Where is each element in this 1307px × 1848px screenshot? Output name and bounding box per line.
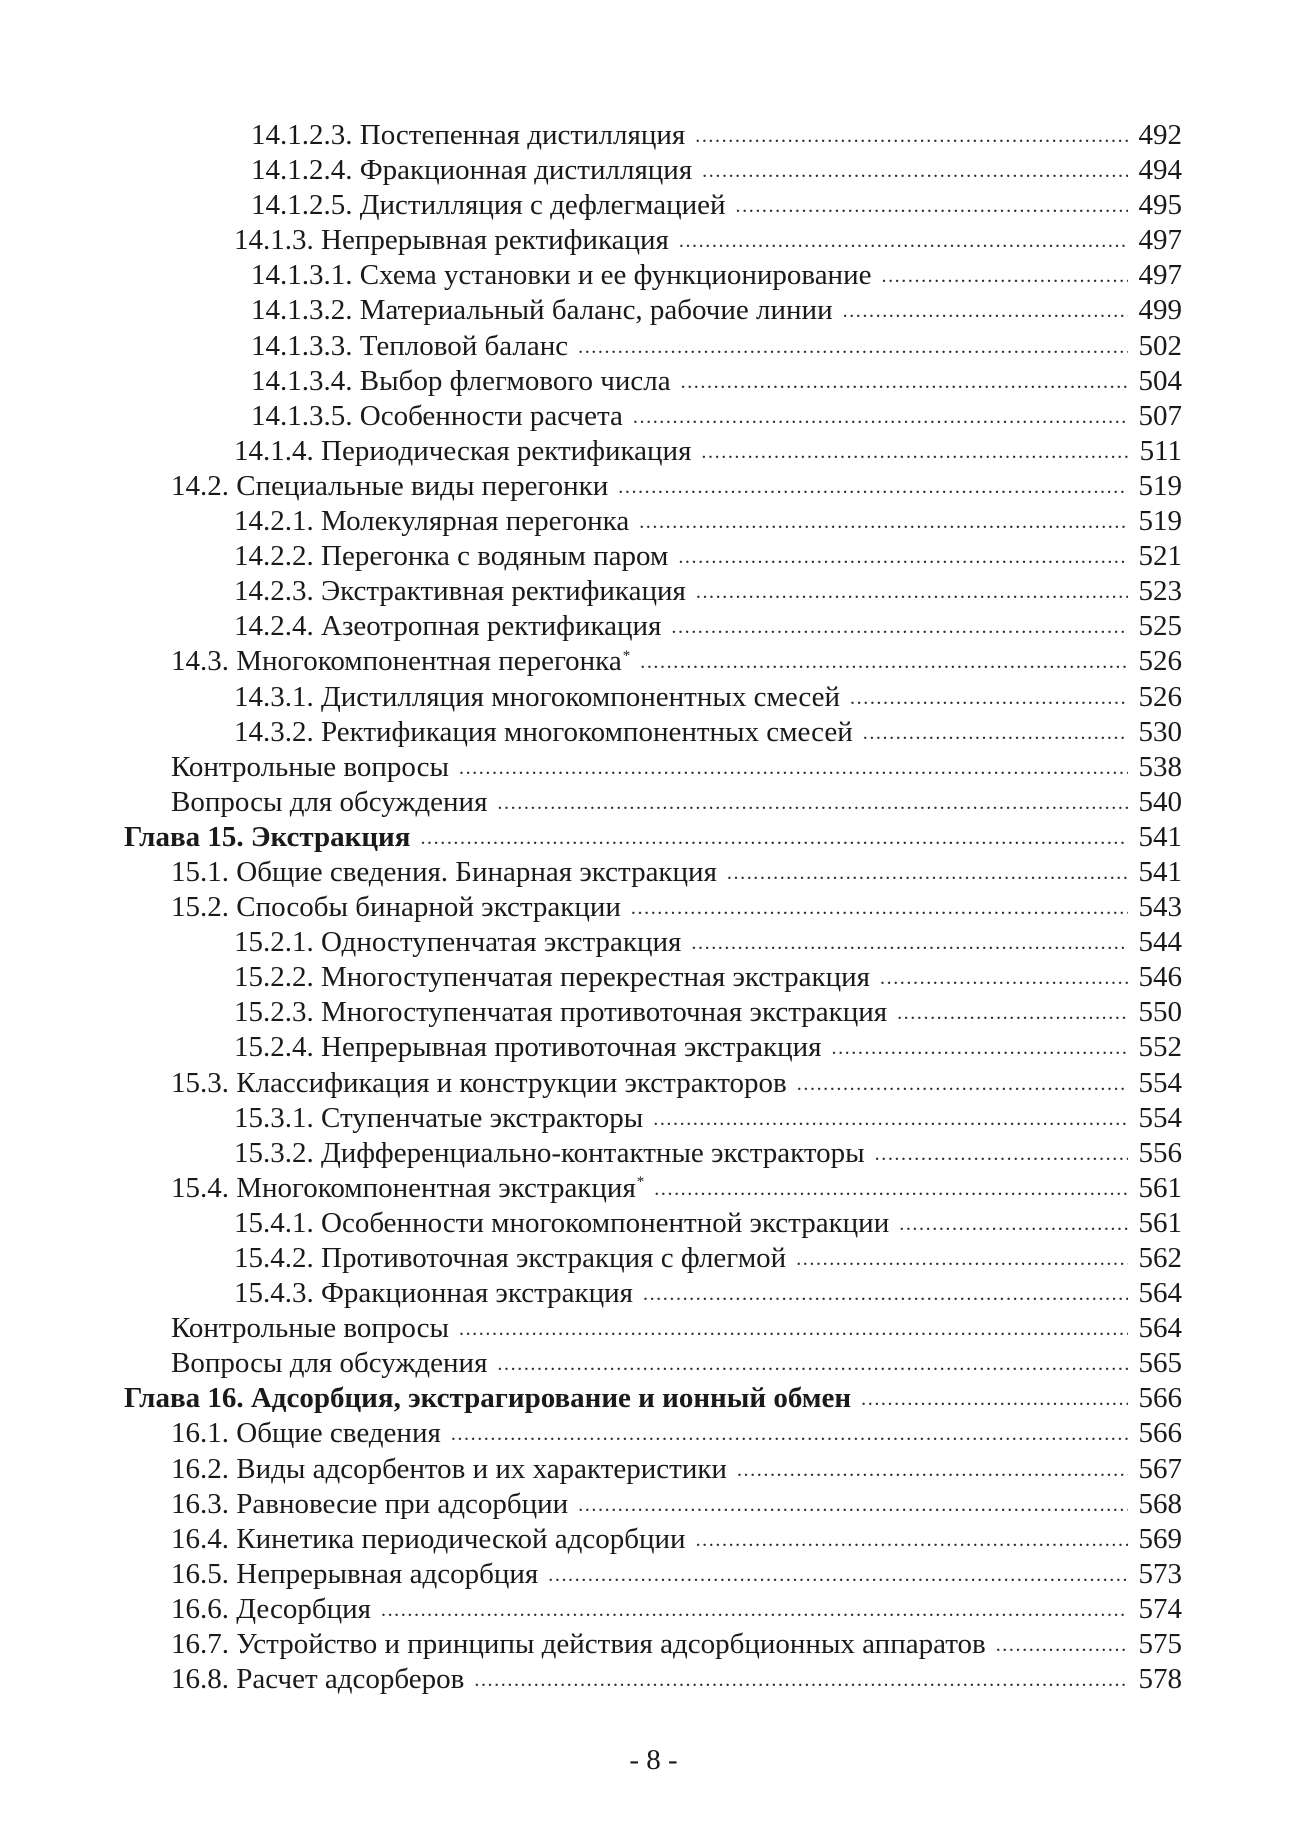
toc-entry	[0, 785, 1307, 820]
toc-page-number: 497	[1138, 224, 1182, 257]
dot-leader	[654, 1172, 1128, 1207]
toc-entry-title: 16.2. Виды адсорбентов и их характеристики	[171, 1452, 727, 1485]
toc-entry-title: 16.7. Устройство и принципы действия адсорбционных аппаратов	[171, 1628, 986, 1661]
toc-entry-title: 14.2.2. Перегонка с водяным паром	[234, 540, 669, 573]
toc-entry-title: Глава 16. Адсорбция, экстрагирование и ионный обмен	[124, 1382, 852, 1415]
toc-entry	[0, 890, 1307, 925]
toc-entry-title: 15.2.1. Одноступенчатая экстракция	[234, 926, 682, 959]
toc-entry	[0, 153, 1307, 188]
dot-leader	[899, 1207, 1128, 1242]
toc-entry-title: 16.8. Расчет адсорберов	[171, 1663, 465, 1696]
toc-entry	[0, 1522, 1307, 1557]
toc-entry-title: 14.1.2.5. Дистилляция с дефлегмацией	[251, 189, 726, 222]
toc-page-number: 541	[1138, 855, 1182, 888]
toc-entry-title: 14.3.2. Ректификация многокомпонентных смесей	[234, 715, 853, 748]
dot-leader	[548, 1558, 1128, 1593]
toc-entry	[0, 1416, 1307, 1451]
dot-leader	[631, 891, 1128, 926]
toc-entry	[0, 1311, 1307, 1346]
toc-entry	[0, 399, 1307, 434]
toc-entry-title: Контрольные вопросы	[171, 750, 449, 783]
toc-entry	[0, 223, 1307, 258]
toc-entry-title: 15.4.3. Фракционная экстракция	[234, 1277, 633, 1310]
toc-page-number: 523	[1138, 575, 1182, 608]
toc-entry	[0, 1171, 1307, 1206]
toc-entry-title: 14.1.2.3. Постепенная дистилляция	[251, 119, 686, 151]
toc-entry-title: 16.6. Десорбция	[171, 1592, 371, 1625]
toc-page-number: 568	[1138, 1487, 1182, 1520]
toc-page-number: 492	[1138, 119, 1182, 151]
toc-page-number: 561	[1138, 1171, 1182, 1204]
toc-entry	[0, 1206, 1307, 1241]
toc-page-number: 578	[1138, 1663, 1182, 1696]
toc-page-number: 497	[1138, 259, 1182, 292]
dot-leader	[578, 330, 1128, 365]
toc-page-number: 574	[1138, 1592, 1182, 1625]
toc-entry-title: Вопросы для обсуждения	[171, 785, 488, 818]
dot-leader	[863, 716, 1128, 751]
toc-entry	[0, 609, 1307, 644]
toc-page-number: 540	[1138, 785, 1182, 818]
toc-page-number: 552	[1138, 1031, 1182, 1064]
toc-entry-title: 14.2.3. Экстрактивная ректификация	[234, 575, 686, 608]
toc-entry	[0, 1066, 1307, 1101]
toc-page-number: 564	[1138, 1277, 1182, 1310]
dot-leader	[459, 751, 1128, 786]
toc-page-number: 504	[1138, 364, 1182, 397]
dot-leader	[727, 856, 1128, 891]
dot-leader	[897, 996, 1128, 1031]
page-number: - 8 -	[629, 1744, 678, 1776]
toc-page-number: 573	[1138, 1557, 1182, 1590]
toc-entry-title: 14.3. Многокомпонентная перегонка*	[171, 645, 631, 678]
toc-entry	[0, 750, 1307, 785]
toc-page-number: 566	[1138, 1417, 1182, 1450]
toc-page-number: 519	[1138, 469, 1182, 502]
toc-entry	[0, 1452, 1307, 1487]
toc-page-number: 499	[1138, 294, 1182, 327]
dot-leader	[695, 119, 1128, 154]
toc-page-number: 525	[1138, 610, 1182, 643]
toc-entry-title: 15.2. Способы бинарной экстракции	[171, 891, 621, 924]
toc-entry	[0, 1627, 1307, 1662]
toc-entry	[0, 1487, 1307, 1522]
toc-page-number: 494	[1138, 154, 1182, 187]
dot-leader	[691, 926, 1128, 961]
toc-entry	[0, 329, 1307, 364]
toc-entry-title: 14.2.1. Молекулярная перегонка	[234, 505, 630, 538]
toc-entry-title: 15.2.2. Многоступенчатая перекрестная экстракция	[234, 961, 870, 994]
toc-entry-title: 16.1. Общие сведения	[171, 1417, 441, 1450]
toc-entry-title: Контрольные вопросы	[171, 1312, 449, 1345]
toc-entry-title: 14.1.3.2. Материальный баланс, рабочие линии	[251, 294, 833, 327]
toc-entry-title: 15.4.1. Особенности многокомпонентной экстракции	[234, 1206, 890, 1239]
dot-leader	[679, 224, 1128, 259]
toc-entry	[0, 1241, 1307, 1276]
toc-entry	[0, 644, 1307, 679]
toc-entry	[0, 504, 1307, 539]
dot-leader	[653, 1102, 1128, 1137]
toc-entry	[0, 539, 1307, 574]
toc-page-number: 538	[1138, 750, 1182, 783]
dot-leader	[640, 645, 1128, 680]
footnote-mark: *	[636, 1174, 645, 1191]
toc-entry-title: 15.4. Многокомпонентная экстракция*	[171, 1171, 645, 1204]
toc-page-number: 546	[1138, 961, 1182, 994]
toc-page-number: 526	[1138, 645, 1182, 678]
toc-entry	[0, 188, 1307, 223]
toc-entry	[0, 293, 1307, 328]
toc-page-number: 564	[1138, 1312, 1182, 1345]
footnote-mark: *	[622, 647, 631, 664]
toc-entry-title: 15.2.3. Многоступенчатая противоточная экстракция	[234, 996, 888, 1029]
dot-leader	[737, 1453, 1128, 1488]
dot-leader	[618, 470, 1128, 505]
toc-page-number: 511	[1139, 434, 1182, 467]
dot-leader	[843, 294, 1128, 329]
toc-page-number: 554	[1138, 1101, 1182, 1134]
toc-entry-title: 16.3. Равновесие при адсорбции	[171, 1487, 569, 1520]
toc-entry-title: 14.3.1. Дистилляция многокомпонентных смесей	[234, 680, 841, 713]
dot-leader	[796, 1242, 1128, 1277]
toc-entry-title: 16.5. Непрерывная адсорбция	[171, 1557, 539, 1590]
dot-leader	[497, 786, 1128, 821]
toc-entry-title: 16.4. Кинетика периодической адсорбции	[171, 1522, 686, 1555]
toc-entry-title: 14.1.3.5. Особенности расчета	[251, 399, 623, 432]
toc-entry-title: 15.3.1. Ступенчатые экстракторы	[234, 1101, 644, 1134]
dot-leader	[696, 575, 1128, 610]
dot-leader	[797, 1067, 1128, 1102]
dot-leader	[578, 1488, 1128, 1523]
toc-entry-title: 14.1.2.4. Фракционная дистилляция	[251, 154, 693, 187]
dot-leader	[696, 1523, 1128, 1558]
toc-entry	[0, 118, 1307, 153]
toc-entry	[0, 855, 1307, 890]
dot-leader	[639, 505, 1128, 540]
toc-entry-title: 15.2.4. Непрерывная противоточная экстракция	[234, 1031, 822, 1064]
toc-page-number: 550	[1138, 996, 1182, 1029]
toc-entry	[0, 469, 1307, 504]
dot-leader	[678, 540, 1128, 575]
toc-entry	[0, 680, 1307, 715]
toc-entry	[0, 1030, 1307, 1065]
dot-leader	[420, 821, 1128, 856]
toc-page-number: 507	[1138, 399, 1182, 432]
toc-entry-title: Глава 15. Экстракция	[124, 820, 411, 853]
dot-leader	[497, 1347, 1128, 1382]
toc-entry-title: 14.1.3.3. Тепловой баланс	[251, 329, 569, 362]
toc-entry-title: 14.1.4. Периодическая ректификация	[234, 434, 692, 467]
toc-chapter-entry	[0, 820, 1307, 855]
toc-page-number: 495	[1138, 189, 1182, 222]
dot-leader	[451, 1417, 1128, 1452]
dot-leader	[831, 1031, 1128, 1066]
dot-leader	[880, 961, 1128, 996]
toc-page-number: 521	[1138, 540, 1182, 573]
dot-leader	[881, 259, 1128, 294]
toc-page-number: 519	[1138, 505, 1182, 538]
toc-page-number: 556	[1138, 1136, 1182, 1169]
toc-entry-title: 14.1.3.4. Выбор флегмового числа	[251, 364, 671, 397]
toc-page-number: 526	[1138, 680, 1182, 713]
dot-leader	[474, 1663, 1128, 1698]
toc-entry-title: 15.3. Классификация и конструкции экстракторов	[171, 1066, 787, 1099]
dot-leader	[701, 435, 1128, 470]
toc-entry	[0, 1101, 1307, 1136]
toc-entry-title: Вопросы для обсуждения	[171, 1347, 488, 1380]
toc-page-number: 543	[1138, 891, 1182, 924]
dot-leader	[702, 154, 1128, 189]
toc-entry-title: 14.2.4. Азеотропная ректификация	[234, 610, 662, 643]
dot-leader	[381, 1593, 1128, 1628]
toc-entry	[0, 715, 1307, 750]
toc-entry-title: 14.1.3. Непрерывная ректификация	[234, 224, 669, 257]
toc-entry	[0, 1592, 1307, 1627]
toc-page-number: 566	[1138, 1382, 1182, 1415]
toc-page-number: 562	[1138, 1242, 1182, 1274]
dot-leader	[633, 400, 1128, 435]
dot-leader	[996, 1628, 1128, 1663]
toc-entry-title: 15.4.2. Противоточная экстракция с флегмой	[234, 1242, 787, 1274]
toc-entry	[0, 434, 1307, 469]
toc-entry-title: 14.2. Специальные виды перегонки	[171, 469, 609, 502]
toc-entry-title: 15.1. Общие сведения. Бинарная экстракция	[171, 855, 717, 888]
toc-entry	[0, 960, 1307, 995]
dot-leader	[671, 610, 1128, 645]
dot-leader	[459, 1312, 1128, 1347]
toc-entry	[0, 1662, 1307, 1697]
dot-leader	[850, 681, 1128, 716]
toc-chapter-entry	[0, 1381, 1307, 1416]
toc-page-number: 502	[1138, 329, 1182, 362]
toc-page-number: 530	[1138, 715, 1182, 748]
toc-entry	[0, 574, 1307, 609]
dot-leader	[736, 189, 1128, 224]
toc-entry	[0, 925, 1307, 960]
toc-page-number: 554	[1138, 1066, 1182, 1099]
toc-page-number: 565	[1138, 1347, 1182, 1380]
dot-leader	[643, 1277, 1128, 1312]
dot-leader	[861, 1382, 1128, 1417]
toc-entry-title: 14.1.3.1. Схема установки и ее функционирование	[251, 259, 872, 292]
toc-entry	[0, 1346, 1307, 1381]
toc-entry-title: 15.3.2. Дифференциально-контактные экстракторы	[234, 1136, 865, 1169]
toc-page-number: 544	[1138, 926, 1182, 959]
toc-page-number: 575	[1138, 1628, 1182, 1661]
toc-entry	[0, 1136, 1307, 1171]
toc-entry	[0, 258, 1307, 293]
toc-entry	[0, 364, 1307, 399]
toc-entry	[0, 995, 1307, 1030]
toc-page-number: 541	[1138, 820, 1182, 853]
toc-page-number: 567	[1138, 1452, 1182, 1485]
dot-leader	[681, 365, 1128, 400]
toc-entry	[0, 1557, 1307, 1592]
toc-entry	[0, 1276, 1307, 1311]
toc-page-number: 561	[1138, 1206, 1182, 1239]
table-of-contents	[0, 118, 1307, 1697]
dot-leader	[875, 1137, 1128, 1172]
toc-page-number: 569	[1138, 1522, 1182, 1555]
